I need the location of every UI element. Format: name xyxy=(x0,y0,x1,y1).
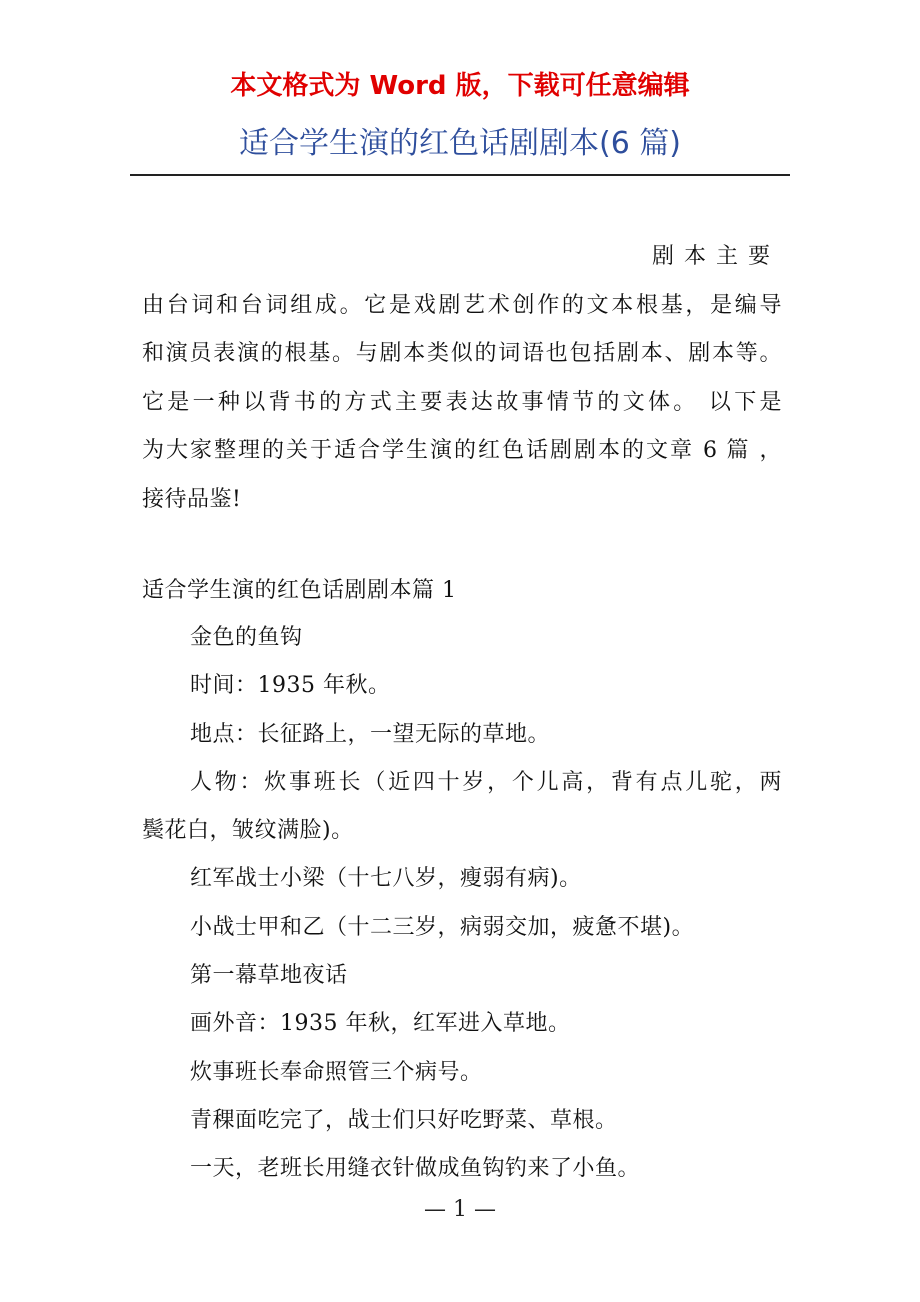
script-body xyxy=(142,614,782,1194)
script-line: 青稞面吃完了，战士们只好吃野菜、草根。 xyxy=(190,1107,618,1133)
script-line-time: 时间：1935 年秋。 xyxy=(190,673,391,699)
intro-line: 剧本主要 xyxy=(651,244,780,269)
title-divider xyxy=(130,174,790,176)
script-line: 一天，老班长用缝衣针做成鱼钩钓来了小鱼。 xyxy=(190,1156,641,1182)
document-title: 适合学生演的红色话剧剧本(6 篇) xyxy=(238,126,682,161)
script-line-characters-cont: 鬓花白，皱纹满脸)。 xyxy=(142,818,354,844)
intro-line: 由台词和台词组成。它是戏剧艺术创作的文本根基，是编导 xyxy=(142,292,782,318)
script-line: 小战士甲和乙（十二三岁，病弱交加，疲惫不堪)。 xyxy=(190,914,695,940)
intro-line: 接待品鉴! xyxy=(142,486,242,512)
script-line-place: 地点：长征路上，一望无际的草地。 xyxy=(190,721,551,747)
act-heading: 第一幕草地夜话 xyxy=(190,963,348,989)
script-line-characters: 人物：炊事班长（近四十岁，个儿高，背有点儿驼，两 xyxy=(190,769,782,795)
script-title: 金色的鱼钩 xyxy=(190,625,303,650)
script-line: 炊事班长奉命照管三个病号。 xyxy=(190,1059,483,1085)
section-heading: 适合学生演的红色话剧剧本篇 1 xyxy=(142,578,457,603)
script-line: 画外音：1935 年秋，红军进入草地。 xyxy=(190,1011,571,1037)
script-line: 红军战士小梁（十七八岁，瘦弱有病)。 xyxy=(190,866,582,892)
page-number: — 1 — xyxy=(424,1197,496,1222)
intro-line: 它是一种以背书的方式主要表达故事情节的文体。 以下是 xyxy=(142,389,782,415)
intro-line: 为大家整理的关于适合学生演的红色话剧剧本的文章 6 篇 ， xyxy=(142,438,782,463)
intro-paragraph xyxy=(142,233,782,524)
format-banner: 本文格式为 Word 版，下载可任意编辑 xyxy=(230,71,690,101)
intro-line: 和演员表演的根基。与剧本类似的词语也包括剧本、剧本等。 xyxy=(142,341,782,366)
